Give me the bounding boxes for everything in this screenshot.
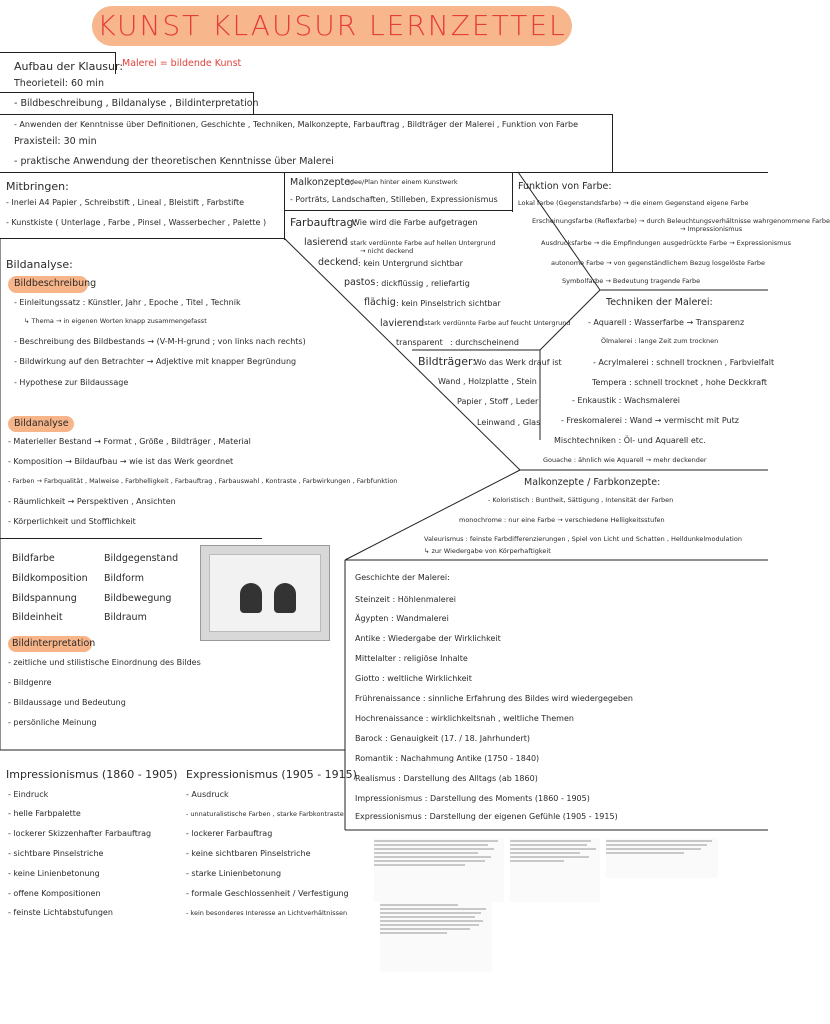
aufbau-line: Praxisteil: 30 min [14,136,97,147]
bildbeschreibung-line: - Beschreibung des Bildbestands → (V-M-H-grund ; von links nach rechts) [14,337,306,346]
farbauftrag-term: transparent [396,338,443,347]
aufbau-line: Theorieteil: 60 min [14,78,104,89]
begriff: Bildform [104,573,144,584]
geschichte-line: Ägypten : Wandmalerei [355,614,449,623]
impressionismus-heading: Impressionismus (1860 - 1905) [6,768,178,781]
impressionismus-line: - sichtbare Pinselstriche [8,849,104,858]
bildbeschreibung-line: ↳ Thema → in eigenen Worten knapp zusammengefasst [24,317,207,325]
farbkonzepte-line: ↳ zur Wiedergabe von Körperhaftigkeit [424,547,551,555]
farbauftrag-term: lasierend [304,237,348,248]
techniken-heading: Techniken der Malerei: [606,297,713,308]
expressionismus-line: - keine sichtbaren Pinselstriche [186,849,311,858]
farbauftrag-term: flächig [364,297,396,308]
bildinterpretation-line: - zeitliche und stilistische Einordnung des Bildes [8,658,201,667]
farbauftrag-sub: Wie wird die Farbe aufgetragen [352,218,478,227]
aufbau-line: - praktische Anwendung der theoretischen Kenntnisse über Malerei [14,156,334,167]
bildbeschreibung-line: - Einleitungssatz : Künstler, Jahr , Epoche , Titel , Technik [14,298,241,307]
bildanalyse-line: - Komposition → Bildaufbau → wie ist das Werk geordnet [8,457,234,466]
bildanalyse-line: - Farben → Farbqualität , Malweise , Farbhelligkeit , Farbauftrag , Farbauswahl , Kontraste , Farbwirkungen , Farbfunktion [8,477,398,485]
farbkonzepte-line: - Koloristisch : Buntheit, Sättigung , Intensität der Farben [488,496,674,504]
expressionismus-line: - Ausdruck [186,790,229,799]
mitbringen-line: - Inerlei A4 Papier , Schreibstift , Lineal , Bleistift , Farbstifte [6,198,245,207]
impressionismus-line: - helle Farbpalette [8,809,81,818]
impressionismus-line: - Eindruck [8,790,49,799]
bildtraeger-line: Wand , Holzplatte , Stein [438,377,537,386]
expressionismus-line: - starke Linienbetonung [186,869,282,878]
bildinterpretation-line: - persönliche Meinung [8,718,97,727]
bildinterpretation-line: - Bildaussage und Bedeutung [8,698,126,707]
geschichte-heading: Geschichte der Malerei: [355,573,450,582]
bildtraeger-sub: Wo das Werk drauf ist [474,358,562,367]
geschichte-line: Hochrenaissance : wirklichkeitsnah , weltliche Themen [355,714,574,723]
bildanalyse-line: - Materieller Bestand → Format , Größe , Bildträger , Material [8,437,251,446]
begriff: Bildgegenstand [104,553,179,564]
bildanalyse-label: Bildanalyse [14,418,69,429]
farbkonzepte-line: monochrome : nur eine Farbe → verschiedene Helligkeitsstufen [459,516,665,524]
aufbau-note: Malerei = bildende Kunst [122,58,242,69]
expressionismus-line: - lockerer Farbauftrag [186,829,273,838]
impressionismus-line: - feinste Lichtabstufungen [8,908,113,917]
printed-text-block [380,902,492,972]
farbauftrag-term: deckend [318,257,359,268]
printed-text-block [374,838,504,902]
geschichte-line: Steinzeit : Höhlenmalerei [355,595,456,604]
bildbeschreibung-line: - Bildwirkung auf den Betrachter → Adjektive mit knapper Begründung [14,357,297,366]
farbauftrag-desc: : stark verdünnte Farbe auf hellen Untergrund [346,239,496,247]
farbauftrag-desc: → nicht deckend [360,247,414,255]
expressionismus-line: - formale Geschlossenheit / Verfestigung [186,889,349,898]
techniken-line: - Enkaustik : Wachsmalerei [572,396,680,405]
farbauftrag-desc: : dickflüssig , reliefartig [376,279,470,288]
geschichte-line: Romantik : Nachahmung Antike (1750 - 1840) [355,754,540,763]
farbkonzepte-heading: Malkonzepte / Farbkonzepte: [524,477,661,488]
farbauftrag-term: pastos [344,277,376,288]
expressionismus-line: - unnaturalistische Farben , starke Farbkontraste [186,810,344,818]
geschichte-line: Frührenaissance : sinnliche Erfahrung des Bildes wird wiedergegeben [355,694,633,703]
mitbringen-heading: Mitbringen: [6,180,69,193]
geschichte-line: Expressionismus : Darstellung der eigenen Gefühle (1905 - 1915) [355,812,618,821]
bildinterpretation-label: Bildinterpretation [12,638,96,649]
techniken-line: Ölmalerei : lange Zeit zum trocknen [601,337,719,345]
techniken-line: Tempera : schnell trocknet , hohe Deckkraft [592,378,768,387]
begriff: Bildkomposition [12,573,88,584]
geschichte-line: Impressionismus : Darstellung des Moments (1860 - 1905) [355,794,590,803]
bildbeschreibung-label: Bildbeschreibung [14,278,97,289]
bildtraeger-line: Papier , Stoff , Leder [457,397,539,406]
mitbringen-line: - Kunstkiste ( Unterlage , Farbe , Pinsel , Wasserbecher , Palette ) [6,218,267,227]
farbauftrag-term: lavierend [380,318,425,329]
malkonzepte-sub: Idee/Plan hinter einem Kunstwerk [348,178,458,186]
farbauftrag-desc: : stark verdünnte Farbe auf feucht Untergrund [420,319,571,327]
malkonzepte-heading: Malkonzepte: [290,177,354,188]
farbauftrag-desc: : durchscheinend [450,338,519,347]
farbauftrag-heading: Farbauftrag: [290,216,358,229]
divider [0,538,262,539]
techniken-line: Mischtechniken : Öl- und Aquarell etc. [554,436,706,445]
geschichte-line: Giotto : weltliche Wirklichkeit [355,674,472,683]
farbauftrag-desc: : kein Untergrund sichtbar [358,259,463,268]
farbauftrag-desc: : kein Pinselstrich sichtbar [396,299,501,308]
funktion-line: Symbolfarbe → Bedeutung tragende Farbe [562,277,701,285]
expressionismus-line: - kein besonderes Interesse an Lichtverhältnissen [186,909,348,917]
painting-photo [200,545,330,641]
bildanalyse-line: - Räumlichkeit → Perspektiven , Ansichten [8,497,176,506]
techniken-line: Gouache : ähnlich wie Aquarell → mehr deckender [543,456,707,464]
funktion-line: Erscheinungsfarbe (Reflexfarbe) → durch Beleuchtungsverhältnisse wahrgenommene Farbe [532,217,830,225]
begriff: Bildeinheit [12,612,63,623]
impressionismus-line: - offene Kompositionen [8,889,101,898]
begriff: Bildspannung [12,593,77,604]
geschichte-line: Realismus : Darstellung des Alltags (ab 1860) [355,774,538,783]
malkonzepte-line: - Porträts, Landschaften, Stilleben, Expressionismus [290,195,498,204]
geschichte-line: Barock : Genauigkeit (17. / 18. Jahrhundert) [355,734,530,743]
funktion-line: autonome Farbe → von gegenständlichem Bezug losgelöste Farbe [551,259,766,267]
funktion-heading: Funktion von Farbe: [518,181,612,192]
funktion-line: Lokal farbe (Gegenstandsfarbe) → die einem Gegenstand eigene Farbe [518,199,749,207]
aufbau-line: - Anwenden der Kenntnisse über Definitionen, Geschichte , Techniken, Malkonzepte, Farbauftrag , Bildträger der Malerei , Funktion von Farbe [14,120,579,129]
geschichte-line: Antike : Wiedergabe der Wirklichkeit [355,634,501,643]
printed-text-block [606,838,718,878]
aufbau-heading: Aufbau der Klausur: [14,60,124,73]
aufbau-line: - Bildbeschreibung , Bildanalyse , Bildinterpretation [14,98,259,109]
impressionismus-line: - keine Linienbetonung [8,869,100,878]
bildinterpretation-line: - Bildgenre [8,678,52,687]
expressionismus-heading: Expressionismus (1905 - 1915) [186,768,357,781]
funktion-line: Ausdrucksfarbe → die Empfindungen ausgedrückte Farbe → Expressionismus [541,239,791,247]
impressionismus-line: - lockerer Skizzenhafter Farbauftrag [8,829,152,838]
bildbeschreibung-line: - Hypothese zur Bildaussage [14,378,129,387]
techniken-line: - Freskomalerei : Wand → vermischt mit Putz [561,416,739,425]
bildanalyse-heading: Bildanalyse: [6,258,73,271]
farbkonzepte-line: Valeurismus : feinste Farbdifferenzierungen , Spiel von Licht und Schatten , Helldunkelmodulation [424,535,742,543]
techniken-line: - Acrylmalerei : schnell trocknen , Farbvielfalt [593,358,775,367]
bildanalyse-line: - Körperlichkeit und Stofflichkeit [8,517,136,526]
bildtraeger-heading: Bildträger: [418,355,477,368]
begriff: Bildbewegung [104,593,172,604]
begriff: Bildraum [104,612,147,623]
funktion-line: → Impressionismus [680,225,743,233]
techniken-line: - Aquarell : Wasserfarbe → Transparenz [588,318,745,327]
bildtraeger-line: Leinwand , Glas [477,418,541,427]
begriff: Bildfarbe [12,553,55,564]
page-title: KUNST KLAUSUR LERNZETTEL [97,9,567,42]
geschichte-line: Mittelalter : religiöse Inhalte [355,654,468,663]
printed-text-block [510,838,600,902]
